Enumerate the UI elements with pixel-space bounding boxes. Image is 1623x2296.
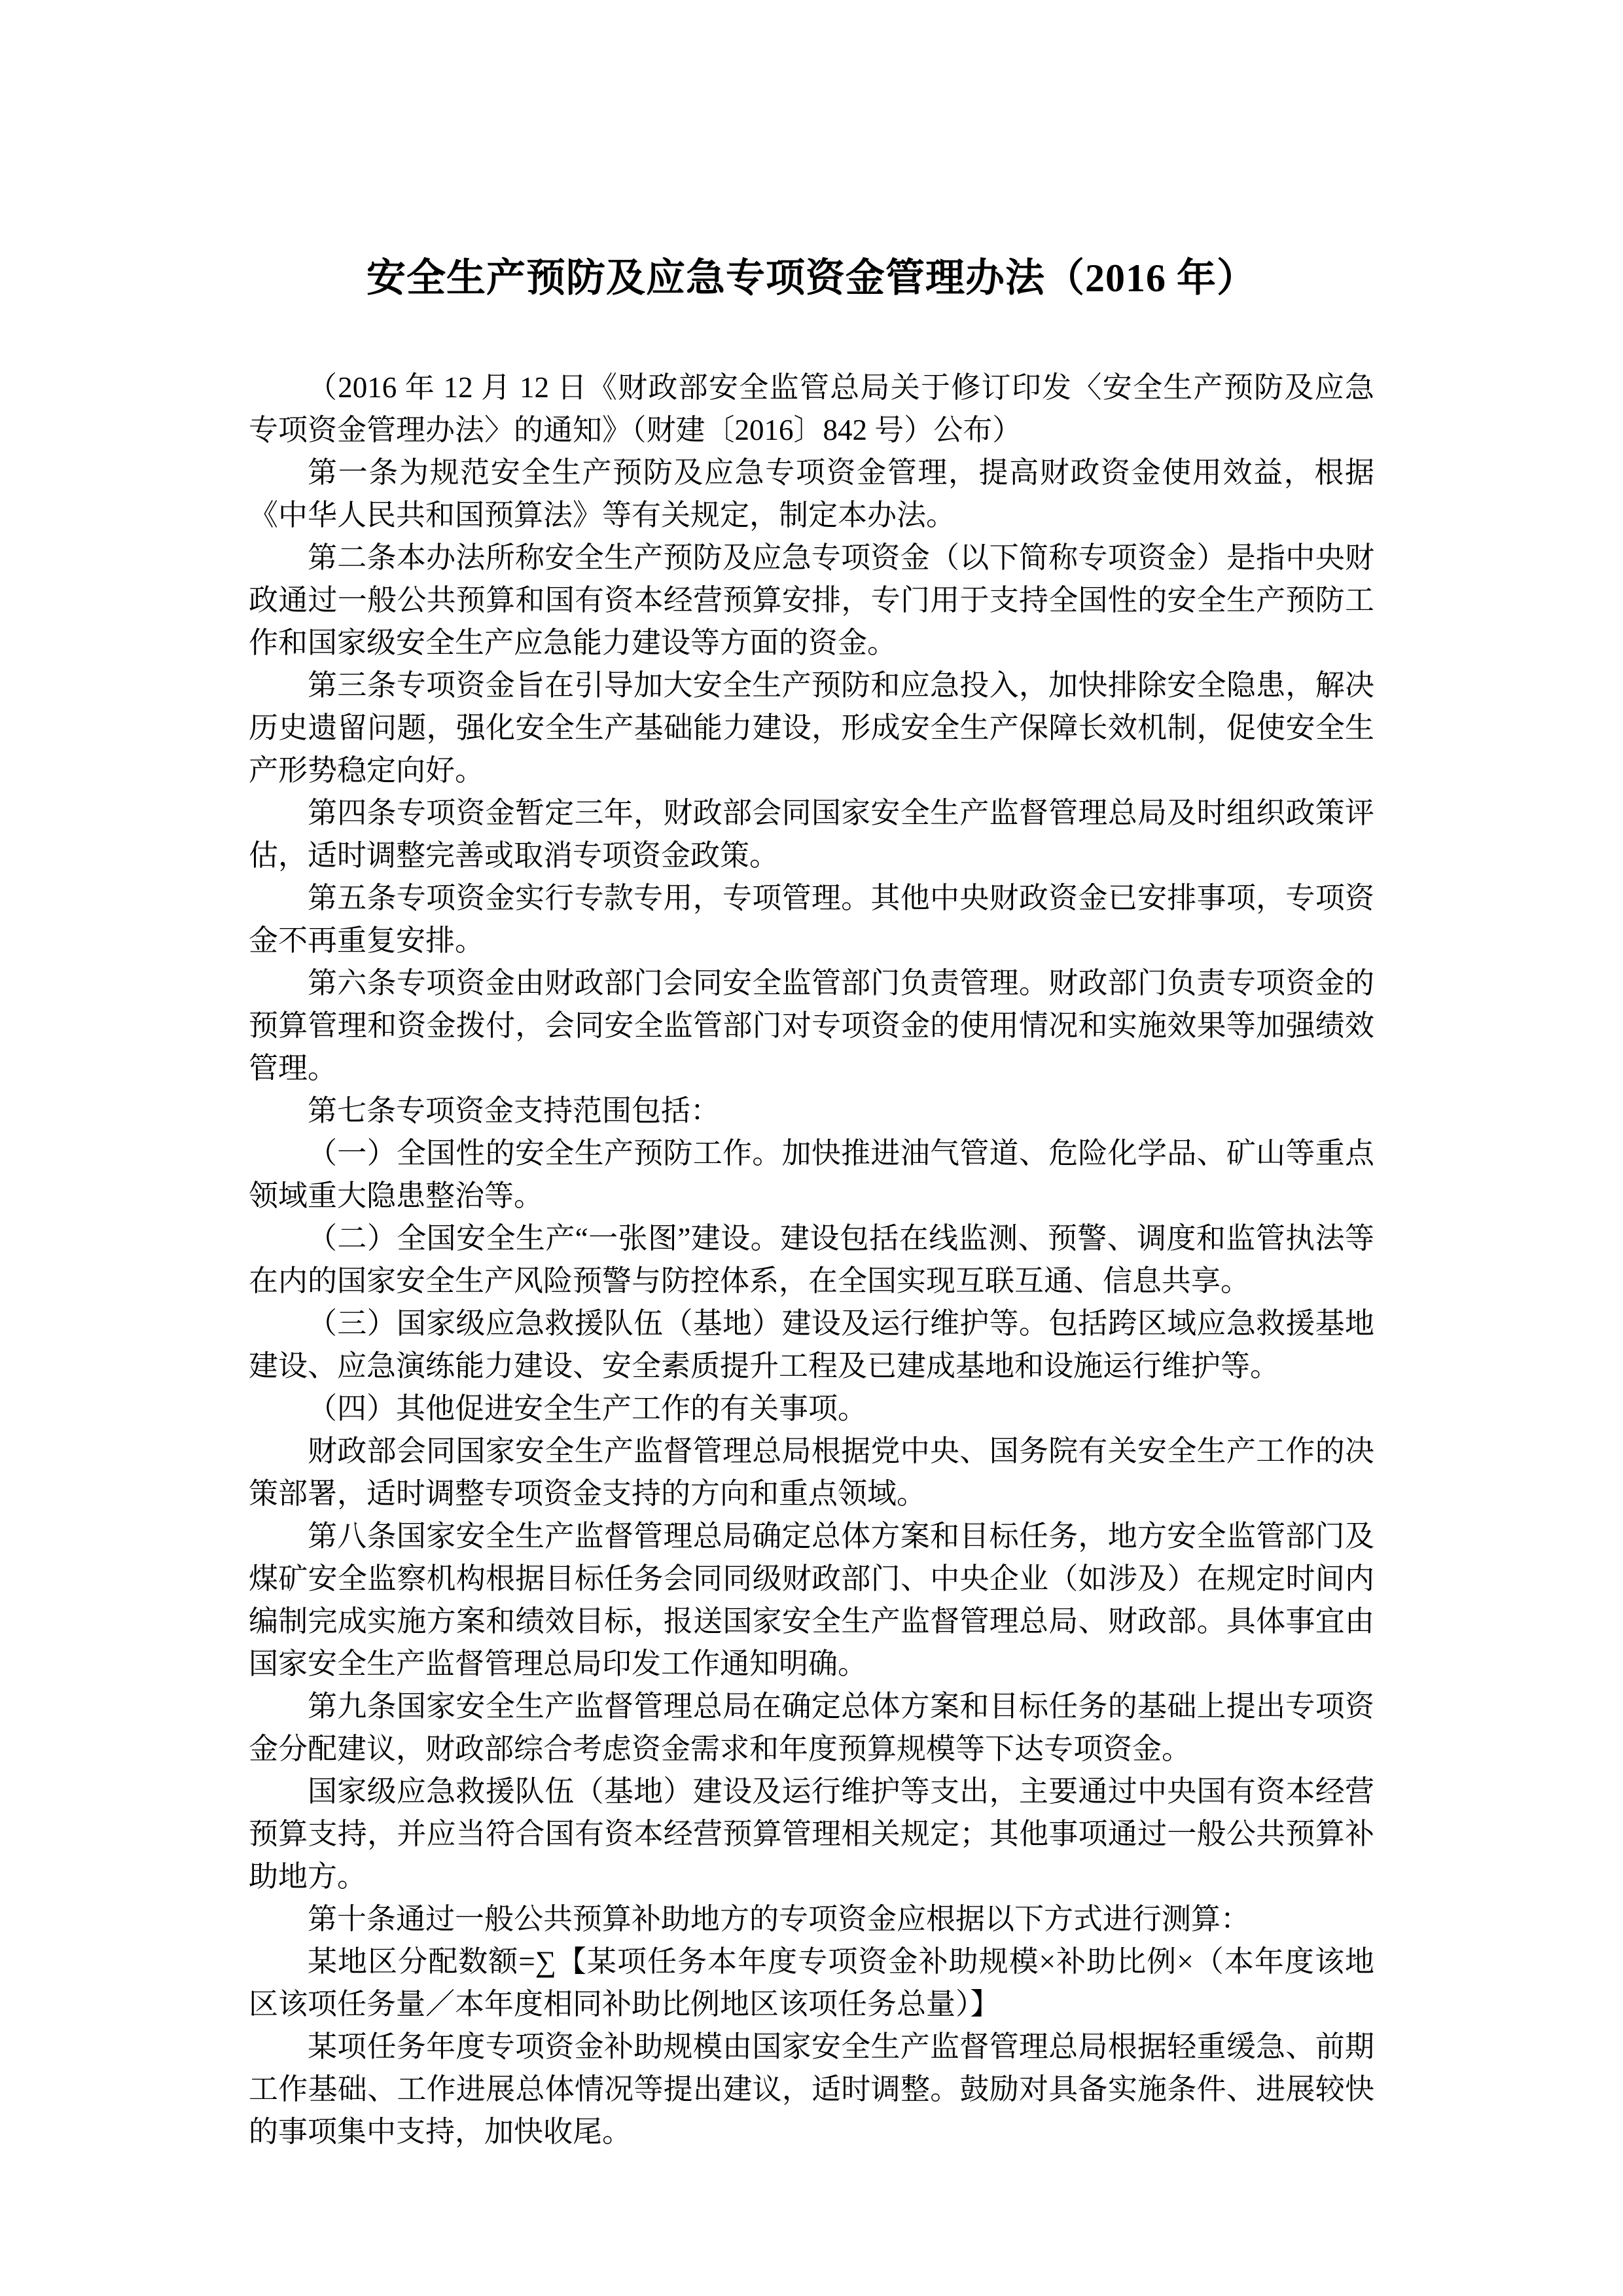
paragraph-article-7-intro: 第七条专项资金支持范围包括： [308, 1094, 721, 1127]
paragraph-article-10-formula: 某地区分配数额=∑【某项任务本年度专项资金补助规模×补助比例×（本年度该地区该项任务量／本年度相同补助比例地区该项任务总量）】 [249, 1945, 1374, 2020]
paragraph-article-7-note: 财政部会同国家安全生产监督管理总局根据党中央、国务院有关安全生产工作的决策部署，适时调整专项资金支持的方向和重点领域。 [249, 1435, 1374, 1510]
paragraph-publication-note: （2016 年 12 月 12 日《财政部安全监管总局关于修订印发〈安全生产预防及应急专项资金管理办法〉的通知》（财建〔2016〕842 号）公布） [249, 371, 1374, 446]
paragraph-article-2: 第二条本办法所称安全生产预防及应急专项资金（以下简称专项资金）是指中央财政通过一般公共预算和国有资本经营预算安排，专门用于支持全国性的安全生产预防工作和国家级安全生产应急能力建设等方面的资金。 [249, 541, 1374, 659]
paragraph-article-10-note: 某项任务年度专项资金补助规模由国家安全生产监督管理总局根据轻重缓急、前期工作基础、工作进展总体情况等提出建议，适时调整。鼓励对具备实施条件、进展较快的事项集中支持，加快收尾。 [249, 2030, 1374, 2148]
paragraph-article-5: 第五条专项资金实行专款专用，专项管理。其他中央财政资金已安排事项，专项资金不再重复安排。 [249, 882, 1374, 957]
paragraph-article-9-note: 国家级应急救援队伍（基地）建设及运行维护等支出，主要通过中央国有资本经营预算支持，并应当符合国有资本经营预算管理相关规定；其他事项通过一般公共预算补助地方。 [249, 1775, 1374, 1893]
paragraph-article-7-item-4: （四）其他促进安全生产工作的有关事项。 [308, 1392, 868, 1425]
paragraph-article-7-item-1: （一）全国性的安全生产预防工作。加快推进油气管道、危险化学品、矿山等重点领域重大隐患整治等。 [249, 1137, 1374, 1212]
paragraph-article-7-item-3: （三）国家级应急救援队伍（基地）建设及运行维护等。包括跨区域应急救援基地建设、应急演练能力建设、安全素质提升工程及已建成基地和设施运行维护等。 [249, 1307, 1374, 1382]
paragraph-article-10: 第十条通过一般公共预算补助地方的专项资金应根据以下方式进行测算： [308, 1903, 1251, 1935]
paragraph-article-3: 第三条专项资金旨在引导加大安全生产预防和应急投入，加快排除安全隐患，解决历史遗留问题，强化安全生产基础能力建设，形成安全生产保障长效机制，促使安全生产形势稳定向好。 [249, 669, 1374, 787]
paragraph-article-8: 第八条国家安全生产监督管理总局确定总体方案和目标任务，地方安全监管部门及煤矿安全监察机构根据目标任务会同同级财政部门、中央企业（如涉及）在规定时间内编制完成实施方案和绩效目标，报送国家安全生产监督管理总局、财政部。具体事宜由国家安全生产监督管理总局印发工作通知明确。 [249, 1520, 1374, 1680]
paragraph-article-4: 第四条专项资金暂定三年，财政部会同国家安全生产监督管理总局及时组织政策评估，适时调整完善或取消专项资金政策。 [249, 797, 1374, 872]
document-body [249, 367, 1374, 2153]
paragraph-article-7-item-2: （二）全国安全生产“一张图”建设。建设包括在线监测、预警、调度和监管执法等在内的国家安全生产风险预警与防控体系，在全国实现互联互通、信息共享。 [249, 1222, 1374, 1297]
paragraph-article-9: 第九条国家安全生产监督管理总局在确定总体方案和目标任务的基础上提出专项资金分配建议，财政部综合考虑资金需求和年度预算规模等下达专项资金。 [249, 1690, 1374, 1765]
paragraph-article-6: 第六条专项资金由财政部门会同安全监管部门负责管理。财政部门负责专项资金的预算管理和资金拨付，会同安全监管部门对专项资金的使用情况和实施效果等加强绩效管理。 [249, 967, 1374, 1085]
paragraph-article-1: 第一条为规范安全生产预防及应急专项资金管理，提高财政资金使用效益，根据《中华人民共和国预算法》等有关规定，制定本办法。 [249, 456, 1374, 531]
page-title: 安全生产预防及应急专项资金管理办法（2016 年） [366, 257, 1257, 300]
